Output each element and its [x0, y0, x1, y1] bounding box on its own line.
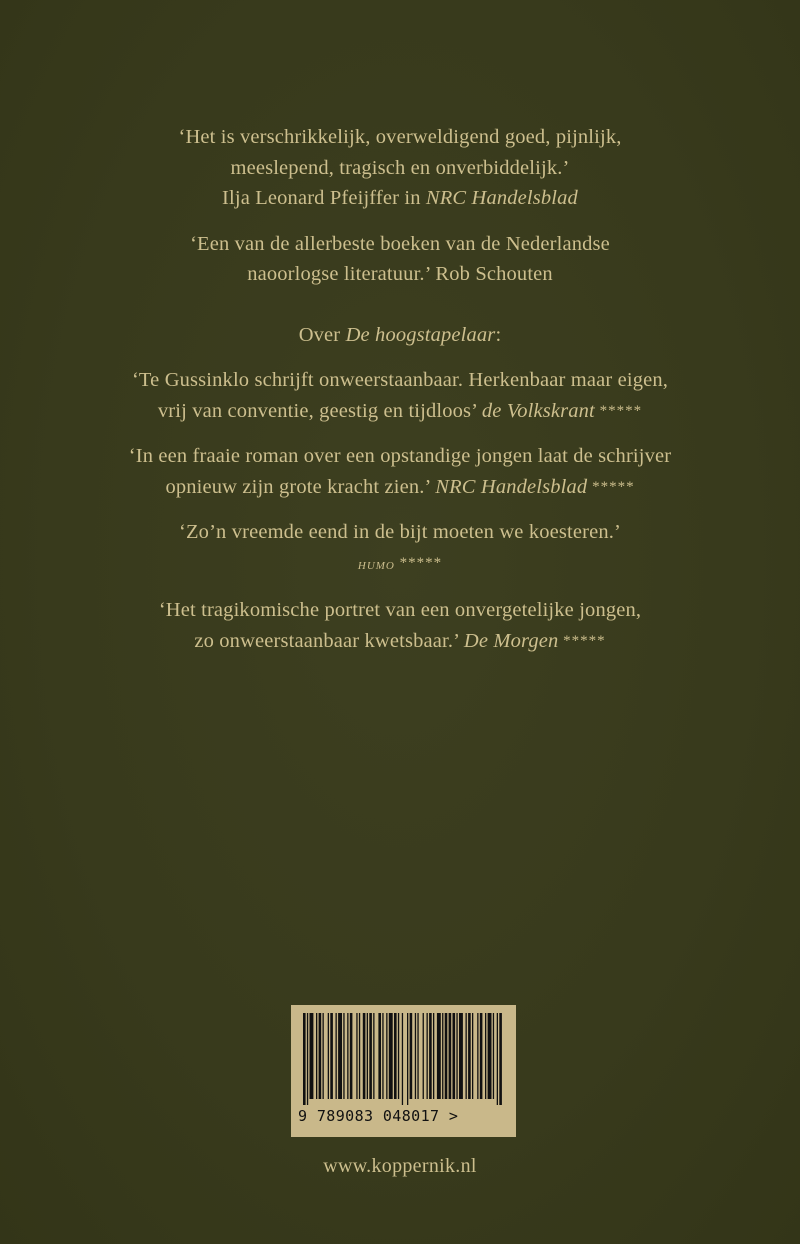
quote-line	[0, 122, 800, 153]
barcode-bar	[386, 1013, 387, 1099]
rating-stars: *****	[558, 632, 606, 649]
barcode-bar	[382, 1013, 383, 1099]
barcode-bar	[378, 1013, 381, 1099]
barcode-bar	[336, 1013, 337, 1099]
barcode-bar	[468, 1013, 471, 1099]
source-name: NRC Handelsblad	[435, 475, 588, 498]
quote-line	[0, 259, 800, 290]
quote-text: meeslepend, tragisch en onverbiddelijk.’	[230, 156, 570, 179]
barcode-bar	[328, 1013, 329, 1099]
quote-text: ‘Het tragikomische portret van een onvergetelijke jongen,	[158, 599, 642, 621]
barcode-bar	[367, 1013, 368, 1099]
quote-line	[0, 320, 800, 351]
quote-line	[0, 472, 800, 503]
barcode-bar	[323, 1013, 324, 1099]
rating-stars: *****	[394, 554, 443, 571]
quote-line	[0, 396, 800, 427]
barcode-bar	[423, 1013, 424, 1099]
barcode-bar	[303, 1013, 306, 1105]
quote-text: ‘Het is verschrikkelijk, overweldigend goed, pijnlijk,	[178, 126, 622, 148]
barcode-bar	[415, 1013, 416, 1099]
barcode-bar	[429, 1013, 432, 1099]
barcode-bar	[442, 1013, 443, 1099]
quote-text: ‘In een fraaie roman over een opstandige jongen laat de schrijver	[128, 445, 672, 467]
quote-line	[0, 229, 800, 260]
barcode-bar	[347, 1013, 348, 1099]
review-quotes	[0, 122, 800, 671]
barcode-bar	[466, 1013, 467, 1099]
review-quote	[0, 122, 800, 214]
quote-text: Ilja Leonard Pfeijffer in	[222, 187, 426, 209]
barcode-icon	[299, 1013, 509, 1105]
quote-text: ‘Zo’n vreemde eend in de bijt moeten we koesteren.’	[179, 521, 621, 543]
rating-stars: *****	[594, 402, 643, 419]
barcode-bar	[445, 1013, 448, 1099]
barcode-bar	[394, 1013, 397, 1099]
quote-line	[0, 183, 800, 214]
quote-text: ‘Een van de allerbeste boeken van de Nederlandse	[190, 232, 610, 255]
review-quote	[0, 517, 800, 580]
review-quote	[0, 441, 800, 502]
barcode-bar	[417, 1013, 418, 1099]
barcode-bar	[319, 1013, 322, 1099]
barcode-bar	[369, 1013, 372, 1099]
barcode-bar	[497, 1013, 498, 1105]
barcode-bar	[307, 1013, 308, 1105]
quote-text: naoorlogse literatuur.’ Rob Schouten	[247, 263, 553, 285]
quote-line	[0, 153, 800, 184]
barcode-bar	[410, 1013, 413, 1099]
barcode-bar	[459, 1013, 463, 1099]
publisher-website[interactable]: www.koppernik.nl	[323, 1155, 477, 1177]
review-quote	[0, 229, 800, 290]
barcode-bar	[407, 1013, 408, 1105]
barcode-bar	[437, 1013, 441, 1099]
barcode-bar	[480, 1013, 483, 1099]
barcode-bar	[402, 1013, 403, 1105]
review-quote	[0, 595, 800, 656]
barcode-bar	[356, 1013, 357, 1099]
source-name: humo	[357, 556, 395, 573]
source-name: de Volkskrant	[481, 399, 595, 422]
barcode-bar	[398, 1013, 399, 1099]
barcode-bar	[493, 1013, 494, 1099]
barcode-bar	[499, 1013, 502, 1105]
quote-text: Over	[298, 323, 346, 346]
quote-line	[0, 365, 800, 396]
quote-line	[0, 548, 800, 581]
rating-stars: *****	[587, 478, 635, 495]
source-name: De hoogstapelaar	[345, 323, 496, 346]
barcode-bar	[449, 1013, 452, 1099]
barcode-bar	[310, 1013, 314, 1099]
isbn-number: 9 789083 048017 >	[298, 1107, 459, 1125]
quote-line	[0, 441, 800, 472]
barcode-bar	[373, 1013, 374, 1099]
barcode-bar	[316, 1013, 317, 1099]
barcode-bar	[359, 1013, 360, 1099]
source-name: NRC Handelsblad	[425, 187, 578, 209]
quote-line	[0, 626, 800, 657]
quote-text: vrij van conventie, geestig en tijdloos’	[157, 399, 482, 422]
source-name: De Morgen	[463, 629, 559, 652]
quote-line	[0, 595, 800, 626]
quote-text: :	[495, 323, 502, 346]
quote-text: opnieuw zijn grote kracht zien.’	[165, 475, 436, 498]
barcode-bar	[427, 1013, 428, 1099]
barcode-bar	[456, 1013, 457, 1099]
barcode-bar	[363, 1013, 366, 1099]
review-quote	[0, 365, 800, 426]
barcode-bar	[453, 1013, 456, 1099]
barcode-bar	[433, 1013, 434, 1099]
barcode-bar	[485, 1013, 486, 1099]
barcode-bar	[389, 1013, 393, 1099]
review-quote	[0, 320, 800, 351]
barcode-box	[291, 1005, 516, 1137]
quote-text: ‘Te Gussinklo schrijft onweerstaanbaar. Herkenbaar maar eigen,	[131, 369, 669, 391]
barcode-bar	[330, 1013, 333, 1099]
barcode-bar	[343, 1013, 344, 1099]
barcode-bar	[488, 1013, 492, 1099]
barcode-bar	[472, 1013, 473, 1099]
barcode-bar	[350, 1013, 353, 1099]
barcode-bar	[477, 1013, 478, 1099]
quote-line	[0, 517, 800, 548]
barcode-bar	[338, 1013, 342, 1099]
quote-text: zo onweerstaanbaar kwetsbaar.’	[194, 629, 464, 652]
